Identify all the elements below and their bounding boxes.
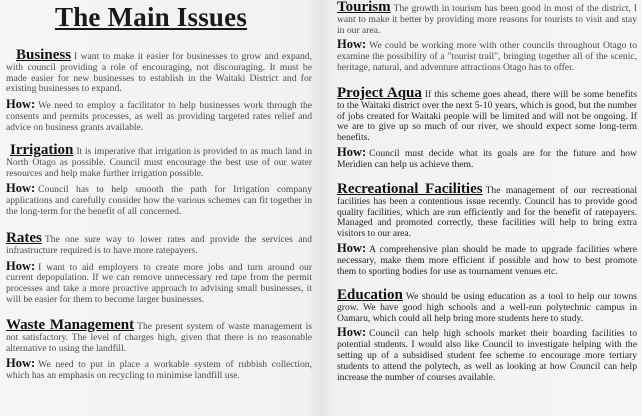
rates-paragraph [6, 230, 312, 257]
tourism-paragraph [337, 2, 637, 36]
irrigation-how-text: Council has to help smooth the path for Irrigation company applications and carefully consider how the various schemes can fit together in the long-term for the benefit of all concerned. [6, 184, 312, 217]
education-text: We should be using education as a tool to help our towns grow. We have good high schools and a well-run polytechnic campus in Oamaru, which could all help bring more students here to study. [337, 291, 637, 324]
business-heading: Business [16, 47, 72, 63]
rates-how-text: I want to aid employers to create more jobs and turn around our current depopulation. If we can remove unnecessary red tape from the permit processes and take a more proactive approach to advising small businesses, it will be easier for them to become larger businesses. [6, 261, 312, 305]
waste-how-label: How: [6, 356, 36, 371]
tourism-text: The growth in tourism has been good in most of the district, I want to make it better by providing more reasons for tourists to visit and stay in our area. [337, 3, 637, 36]
education-paragraph [337, 287, 637, 324]
recreation-heading: Recreational Facilities [337, 181, 483, 197]
recreation-how-paragraph [337, 240, 637, 277]
section-tourism [337, 2, 637, 74]
section-recreational-facilities [337, 181, 637, 277]
rates-how-paragraph [6, 258, 312, 306]
waste-text: The present system of waste management is not satisfactory. The level of charges high, given that there is no reasonable alternative to using the landfill. [6, 321, 312, 354]
tourism-heading: Tourism [337, 0, 391, 15]
waste-how-paragraph [6, 358, 312, 382]
business-how-label: How: [6, 97, 36, 112]
business-text: I want to make it easier for businesses to grow and expand, with council providing a role of encouraging, not discouraging. It must be made easier for new businesses to establish in the Waitaki District and for existing businesses to expand. [6, 51, 312, 95]
waste-how-text: We need to put in place a workable system of rubbish collection, which has an emphasis on recycling to minimise landfill use. [6, 359, 312, 382]
section-business [6, 47, 312, 134]
irrigation-how-paragraph [6, 183, 312, 217]
irrigation-how-label: How: [6, 181, 36, 196]
education-how-paragraph [337, 327, 637, 383]
rates-text: The one sure way to lower rates and provide the services and infrastructure required is to have more ratepayers. [6, 234, 312, 256]
recreation-paragraph [337, 181, 637, 240]
irrigation-heading: Irrigation [10, 142, 74, 158]
waste-paragraph [6, 317, 312, 354]
recreation-text: The management of our recreational facilities has been a contentious issue recently. Council has to provide good quality facilities, which are run efficiently and for the benefit of ratepayers. Managed and promoted correctly, these facilities will help to bring extra visitors to our area. [337, 185, 637, 240]
tourism-how-paragraph [337, 39, 637, 73]
rates-how-label: How: [6, 258, 36, 273]
business-paragraph [6, 47, 312, 95]
section-project-aqua [337, 85, 638, 171]
recreation-how-text: A comprehensive plan should be made to upgrade facilities where necessary, make them more efficient if possible and how to best promote them to sporting bodies for use as tournament venues etc. [337, 243, 637, 277]
aqua-how-paragraph [337, 144, 637, 171]
page-title: The Main Issues [55, 2, 248, 32]
aqua-paragraph [337, 85, 638, 144]
education-how-label: How: [337, 325, 367, 340]
tourism-how-label: How: [337, 37, 367, 52]
aqua-heading: Project Aqua [337, 85, 422, 101]
education-how-text: Council can help high schools market their boarding facilities to potential students. I would also like Council to investigate helping with the setting up of a subsidised student fee scheme to encourage more tertiary students to attend the polytech, as well as looking at how Council can help increase the number of courses available. [337, 328, 637, 383]
irrigation-text: It is imperative that irrigation is provided to as much land in North Otago as possible. Council must encourage the best use of our water resources and help make further irrigation possible. [6, 146, 312, 179]
section-education [337, 287, 637, 383]
aqua-how-text: Council must decide what its goals are for the future and how Meridien can help us achieve them. [337, 147, 637, 170]
section-irrigation [6, 142, 312, 218]
section-rates [6, 230, 312, 306]
education-heading: Education [337, 287, 403, 303]
rates-heading: Rates [6, 230, 42, 246]
irrigation-paragraph [6, 142, 312, 179]
section-waste [6, 317, 312, 382]
business-how-text: We need to employ a facilitator to help businesses work through the consents and permits processes, as well as providing targeted rates relief and advice on business grants available. [6, 100, 312, 133]
tourism-how-text: We could be working more with other councils throughout Otago to examine the possibility of a "tourist trail", bringing together all of the scenic, heritage, natural, and adventure attractions Otago has to offer. [337, 40, 637, 73]
recreation-how-label: How: [337, 240, 367, 255]
business-how-paragraph [6, 99, 312, 133]
waste-heading: Waste Management [6, 317, 135, 333]
aqua-how-label: How: [337, 144, 367, 159]
aqua-text: If this scheme goes ahead, there will be some benefits to the Waitaki district over the next 5-10 years, which is good, but the number of jobs created for Waitaki people will be limited and will not be ongoing. If we are to give up so much of our river, we should expect some long-term benefits. [337, 89, 638, 144]
